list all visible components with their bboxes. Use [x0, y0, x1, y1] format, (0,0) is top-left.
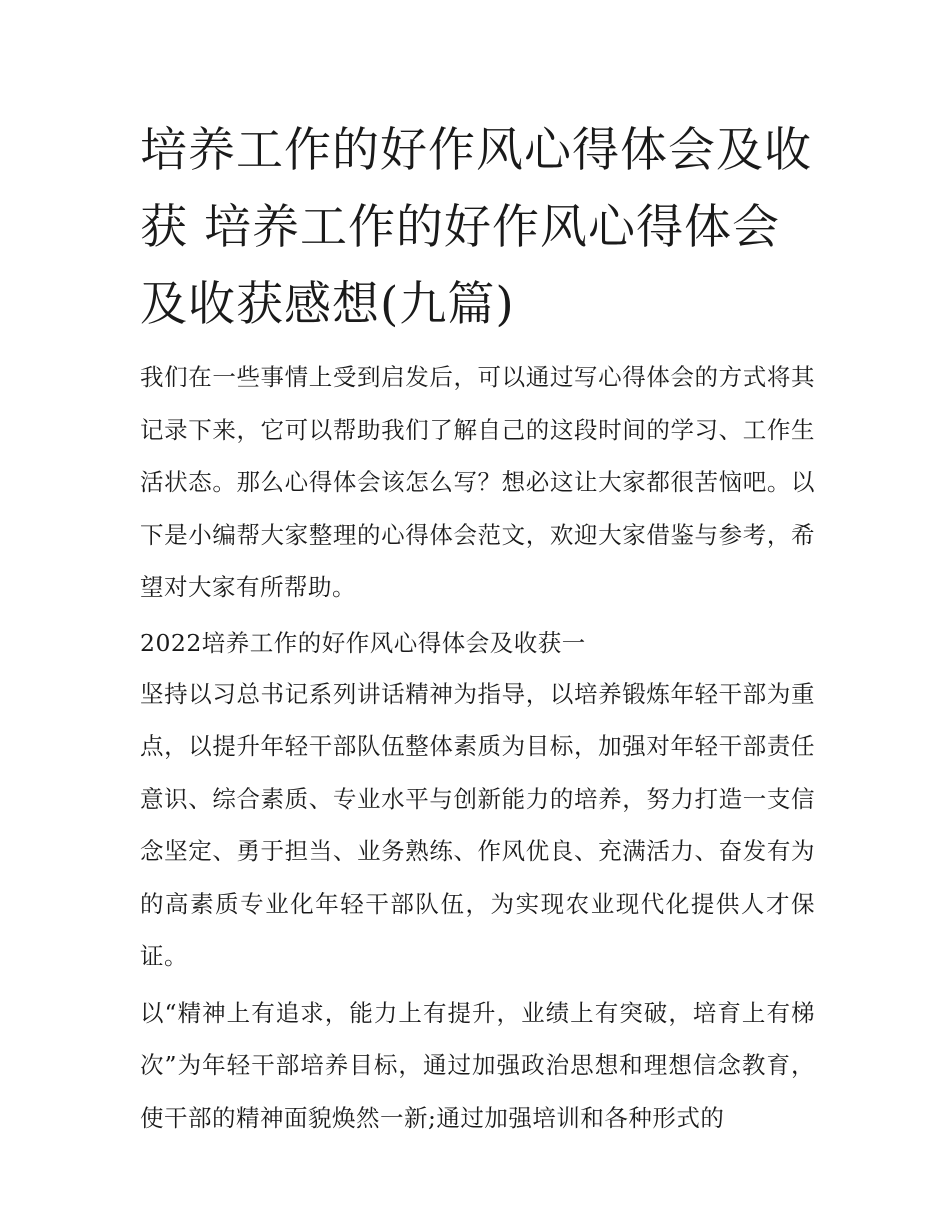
- intro-paragraph: 我们在一些事情上受到启发后，可以通过写心得体会的方式将其记录下来，它可以帮助我们了解自己的这段时间的学习、工作生活状态。那么心得体会该怎么写？想必这让大家都很苦恼吧。以下是小编帮大家整理的心得体会范文，欢迎大家借鉴与参考，希望对大家有所帮助。: [140, 363, 815, 601]
- body-paragraph-2: 以“精神上有追求，能力上有提升，业绩上有突破，培育上有梯次”为年轻干部培养目标，通过加强政治思想和理想信念教育，使干部的精神面貌焕然一新;通过加强培训和各种形式的: [140, 998, 815, 1132]
- body-paragraph-1: 坚持以习总书记系列讲话精神为指导，以培养锻炼年轻干部为重点，以提升年轻干部队伍整体素质为目标，加强对年轻干部责任意识、综合素质、专业水平与创新能力的培养，努力打造一支信念坚定、勇于担当、业务熟练、作风优良、充满活力、奋发有为的高素质专业化年轻干部队伍，为实现农业现代化提供人才保证。: [140, 679, 815, 970]
- document-title: 培养工作的好作风心得体会及收获 培养工作的好作风心得体会及收获感想(九篇): [140, 123, 812, 332]
- section-heading: 2022培养工作的好作风心得体会及收获一: [140, 628, 586, 657]
- document-content: [140, 112, 815, 1148]
